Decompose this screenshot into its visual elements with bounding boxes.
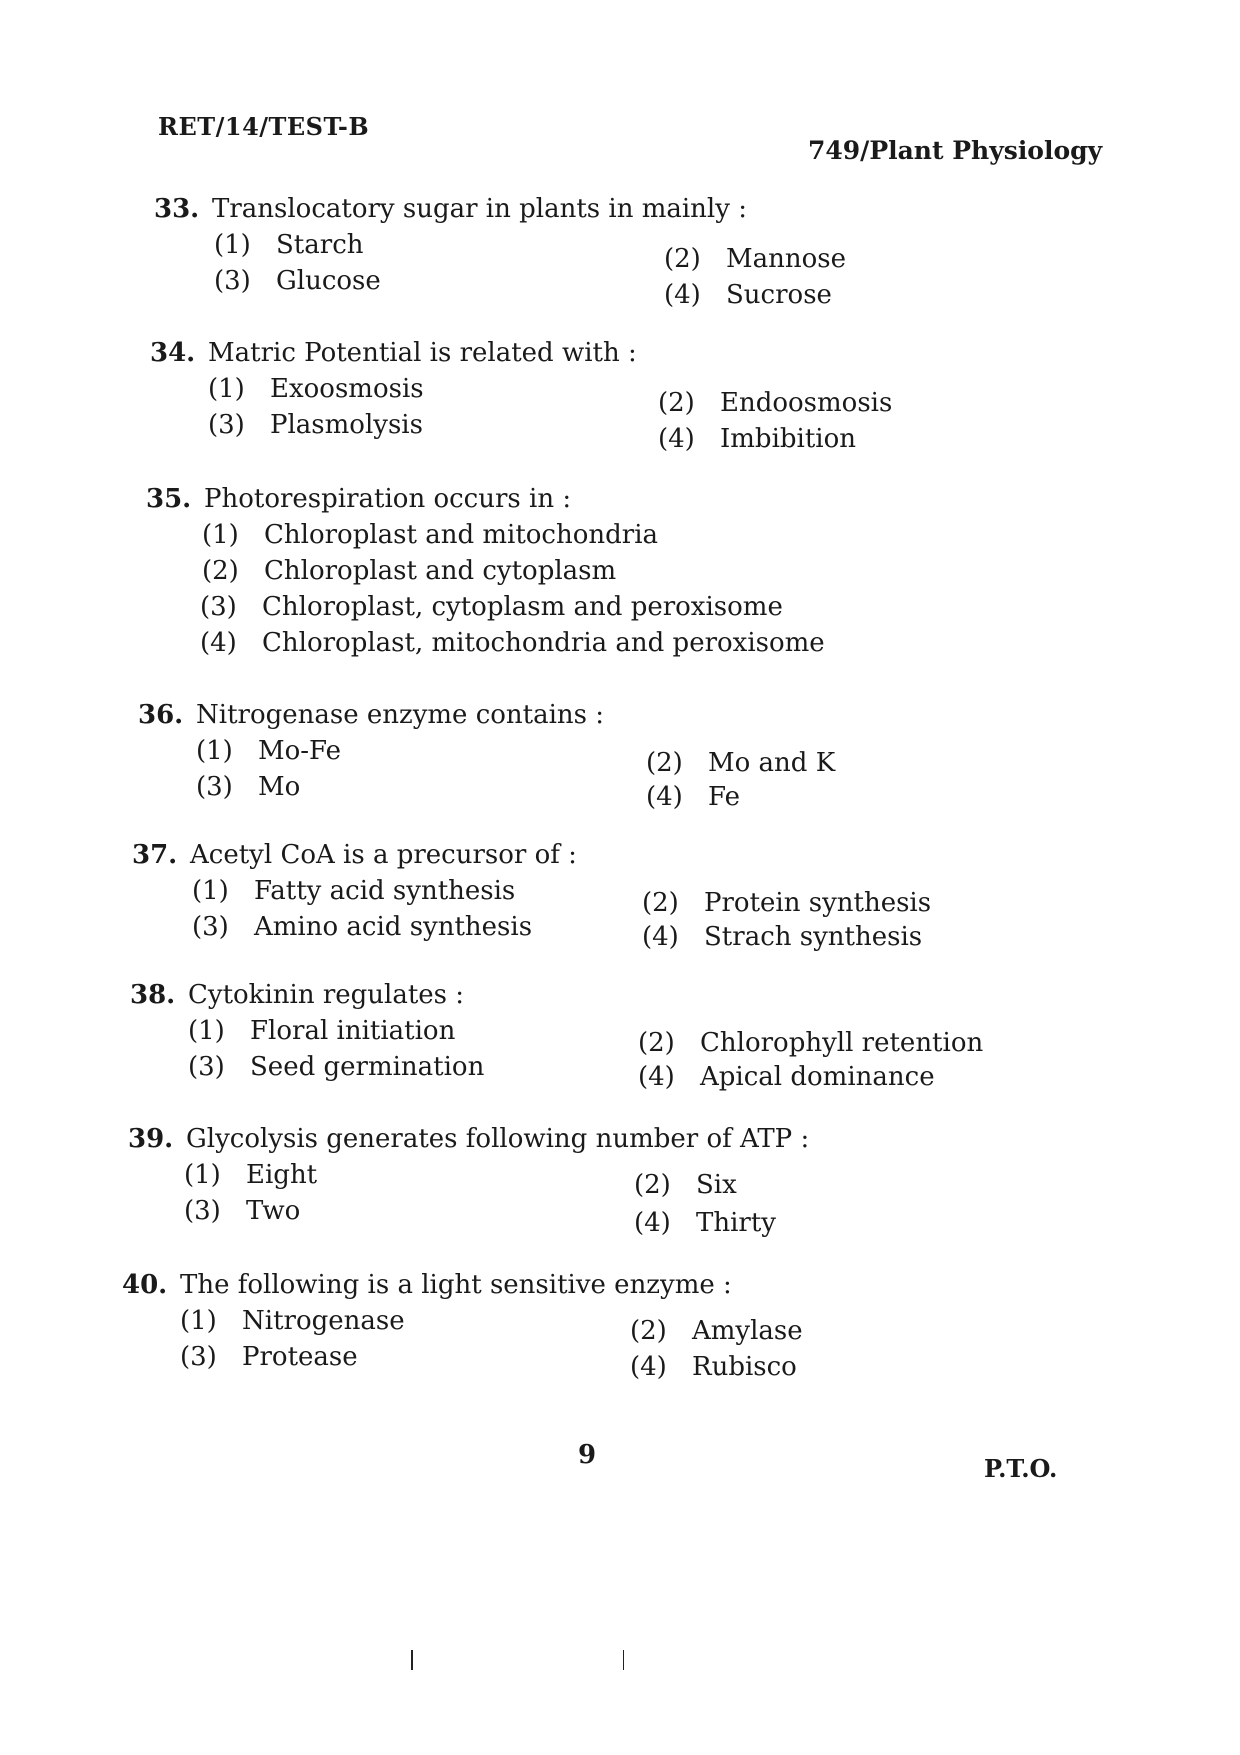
question-number: 40. [122,1270,168,1300]
question-stem: The following is a light sensitive enzyme : [180,1270,732,1300]
question-stem: Nitrogenase enzyme contains : [196,700,605,730]
option-3: (3) Chloroplast, cytoplasm and peroxisome [200,592,783,622]
option-1: (1) Eight [184,1160,318,1190]
option-2: (2) Chloroplast and cytoplasm [202,556,617,586]
option-4: (4) Strach synthesis [642,922,923,952]
option-4: (4) Chloroplast, mitochondria and peroxisome [200,628,825,658]
question-number: 35. [146,484,192,514]
option-1: (1) Fatty acid synthesis [192,876,516,906]
option-4: (4) Thirty [634,1208,776,1238]
question-number: 38. [130,980,176,1010]
option-3: (3) Mo [196,772,301,802]
option-4: (4) Rubisco [630,1352,797,1382]
question-stem: Glycolysis generates following number of ATP : [186,1124,810,1154]
option-1: (1) Starch [214,230,364,260]
page-number: 9 [578,1440,597,1470]
scan-mark-left [411,1650,413,1670]
option-3: (3) Amino acid synthesis [192,912,533,942]
option-2: (2) Mannose [664,244,846,274]
question-number: 39. [128,1124,174,1154]
pto-label: P.T.O. [984,1454,1058,1483]
option-2: (2) Endoosmosis [658,388,893,418]
option-1: (1) Floral initiation [188,1016,456,1046]
question-stem: Cytokinin regulates : [188,980,465,1010]
question-number: 33. [154,194,200,224]
subject-title: 749/Plant Physiology [808,136,1103,165]
option-4: (4) Sucrose [664,280,832,310]
question-stem: Photorespiration occurs in : [204,484,572,514]
question-number: 34. [150,338,196,368]
option-2: (2) Mo and K [646,748,836,778]
option-4: (4) Imbibition [658,424,857,454]
option-4: (4) Apical dominance [638,1062,935,1092]
option-2: (2) Protein synthesis [642,888,932,918]
question-number: 37. [132,840,178,870]
option-1: (1) Mo-Fe [196,736,342,766]
option-2: (2) Amylase [630,1316,803,1346]
option-3: (3) Two [184,1196,301,1226]
question-number: 36. [138,700,184,730]
option-1: (1) Nitrogenase [180,1306,405,1336]
question-stem: Translocatory sugar in plants in mainly : [212,194,747,224]
scan-mark-right [623,1650,624,1670]
question-stem: Matric Potential is related with : [208,338,637,368]
option-4: (4) Fe [646,782,741,812]
option-1: (1) Exoosmosis [208,374,424,404]
option-3: (3) Protease [180,1342,358,1372]
option-3: (3) Seed germination [188,1052,485,1082]
option-2: (2) Chlorophyll retention [638,1028,984,1058]
option-1: (1) Chloroplast and mitochondria [202,520,659,550]
question-stem: Acetyl CoA is a precursor of : [190,840,577,870]
option-2: (2) Six [634,1170,737,1200]
option-3: (3) Glucose [214,266,381,296]
option-3: (3) Plasmolysis [208,410,423,440]
exam-code: RET/14/TEST-B [158,112,370,141]
